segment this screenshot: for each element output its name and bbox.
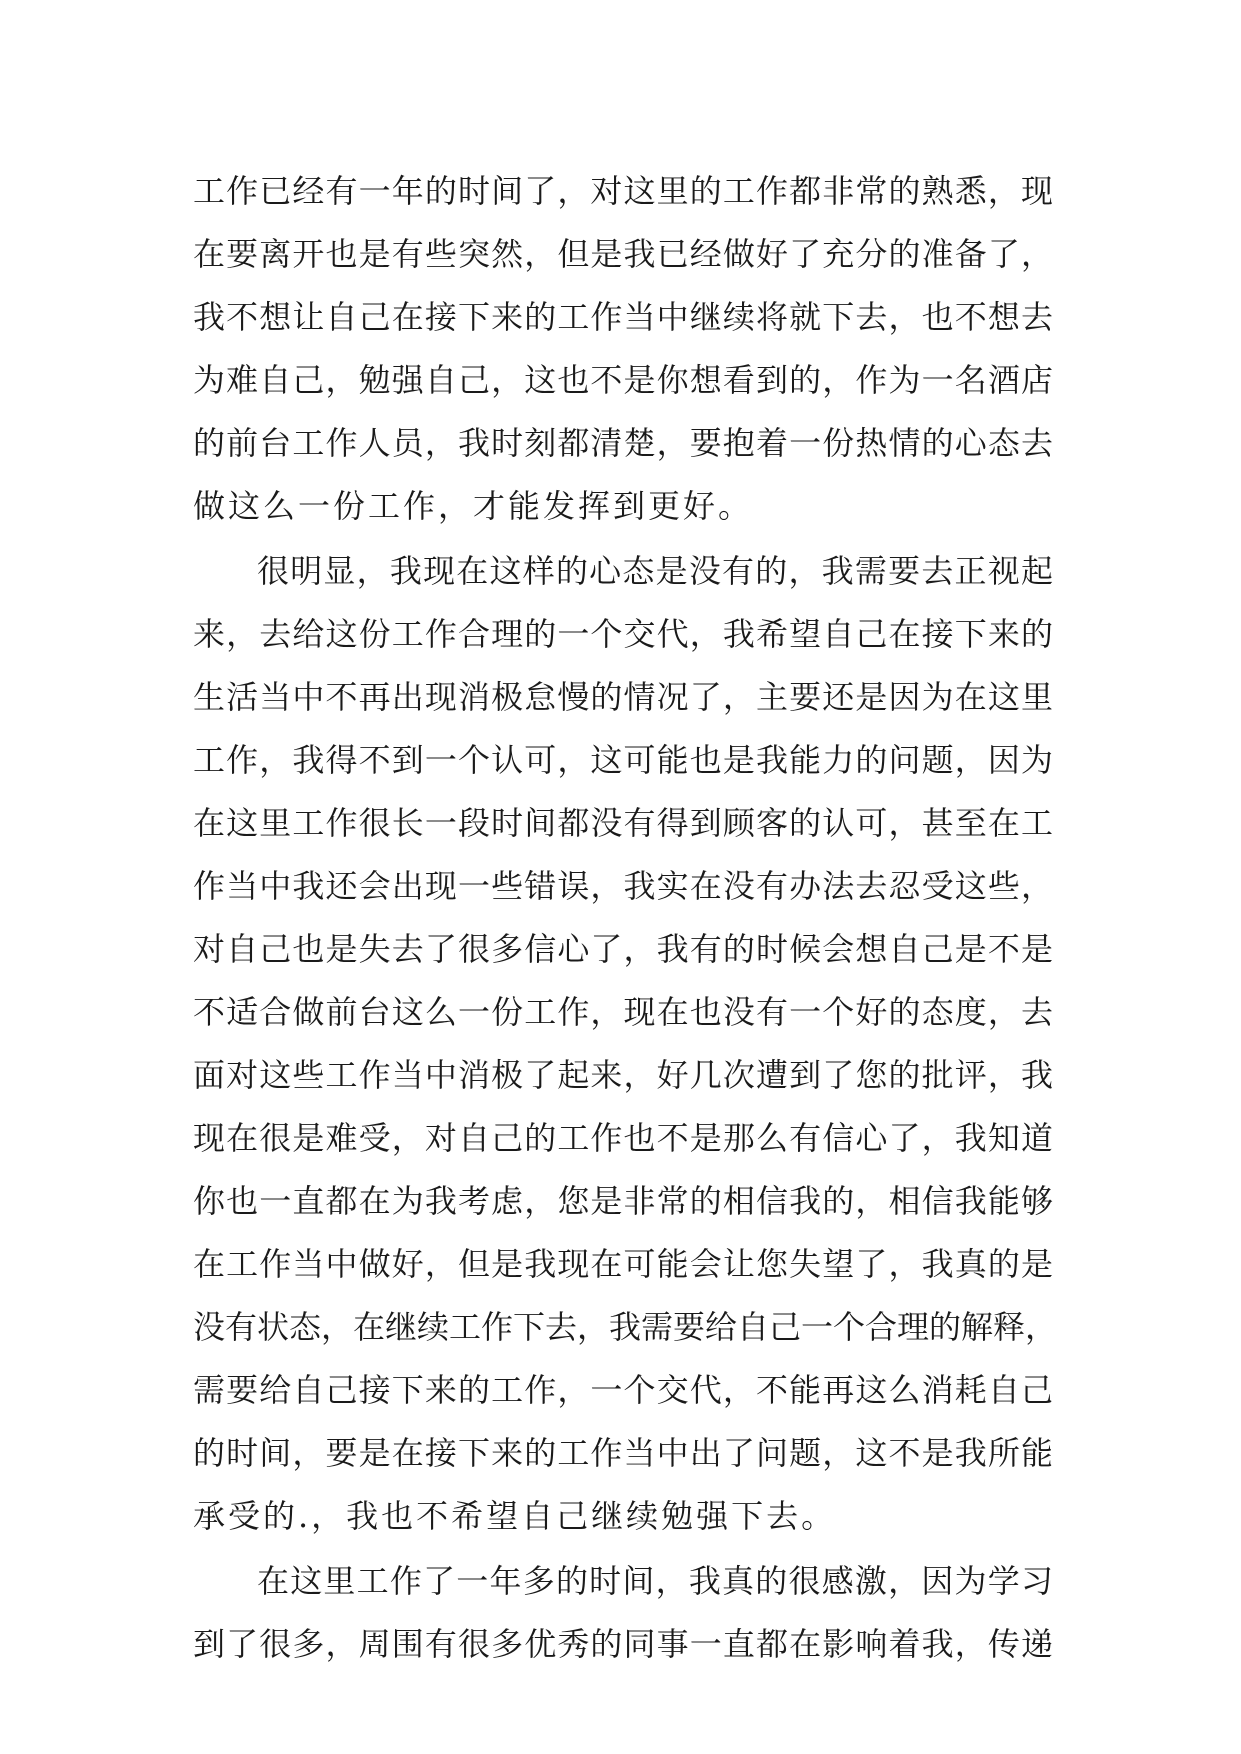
text-line: 为难自己，勉强自己，这也不是你想看到的，作为一名酒店 bbox=[193, 361, 1053, 399]
text-line: 在工作当中做好，但是我现在可能会让您失望了，我真的是 bbox=[193, 1245, 1053, 1283]
text-line: 生活当中不再出现消极怠慢的情况了，主要还是因为在这里 bbox=[193, 678, 1053, 716]
text-line: 工作已经有一年的时间了，对这里的工作都非常的熟悉，现 bbox=[193, 172, 1053, 210]
text-line: 工作，我得不到一个认可，这可能也是我能力的问题，因为 bbox=[193, 741, 1053, 779]
text-line: 来，去给这份工作合理的一个交代，我希望自己在接下来的 bbox=[193, 615, 1053, 653]
text-line: 承受的.，我也不希望自己继续勉强下去。 bbox=[193, 1497, 837, 1535]
text-line: 对自己也是失去了很多信心了，我有的时候会想自己是不是 bbox=[193, 930, 1053, 968]
text-line: 的时间，要是在接下来的工作当中出了问题，这不是我所能 bbox=[193, 1434, 1053, 1472]
text-line: 我不想让自己在接下来的工作当中继续将就下去，也不想去 bbox=[193, 298, 1053, 336]
text-line: 不适合做前台这么一份工作，现在也没有一个好的态度，去 bbox=[193, 993, 1053, 1031]
text-line: 到了很多，周围有很多优秀的同事一直都在影响着我，传递 bbox=[193, 1625, 1053, 1663]
text-line: 做这么一份工作，才能发挥到更好。 bbox=[193, 487, 754, 525]
text-line: 的前台工作人员，我时刻都清楚，要抱着一份热情的心态去 bbox=[193, 424, 1053, 462]
text-line: 在这里工作很长一段时间都没有得到顾客的认可，甚至在工 bbox=[193, 804, 1053, 842]
text-line: 没有状态，在继续工作下去，我需要给自己一个合理的解释， bbox=[193, 1308, 1058, 1346]
text-line: 作当中我还会出现一些错误，我实在没有办法去忍受这些， bbox=[193, 867, 1053, 905]
text-line: 你也一直都在为我考虑，您是非常的相信我的，相信我能够 bbox=[193, 1182, 1053, 1220]
text-line: 面对这些工作当中消极了起来，好几次遭到了您的批评，我 bbox=[193, 1056, 1053, 1094]
body-text bbox=[193, 160, 1058, 1676]
paragraph-first-line: 很明显，我现在这样的心态是没有的，我需要去正视起 bbox=[257, 552, 1053, 590]
text-line: 现在很是难受，对自己的工作也不是那么有信心了，我知道 bbox=[193, 1119, 1053, 1157]
text-line: 在要离开也是有些突然，但是我已经做好了充分的准备了， bbox=[193, 235, 1053, 273]
paragraph-first-line: 在这里工作了一年多的时间，我真的很感激，因为学习 bbox=[257, 1562, 1053, 1600]
text-line: 需要给自己接下来的工作，一个交代，不能再这么消耗自己 bbox=[193, 1371, 1053, 1409]
